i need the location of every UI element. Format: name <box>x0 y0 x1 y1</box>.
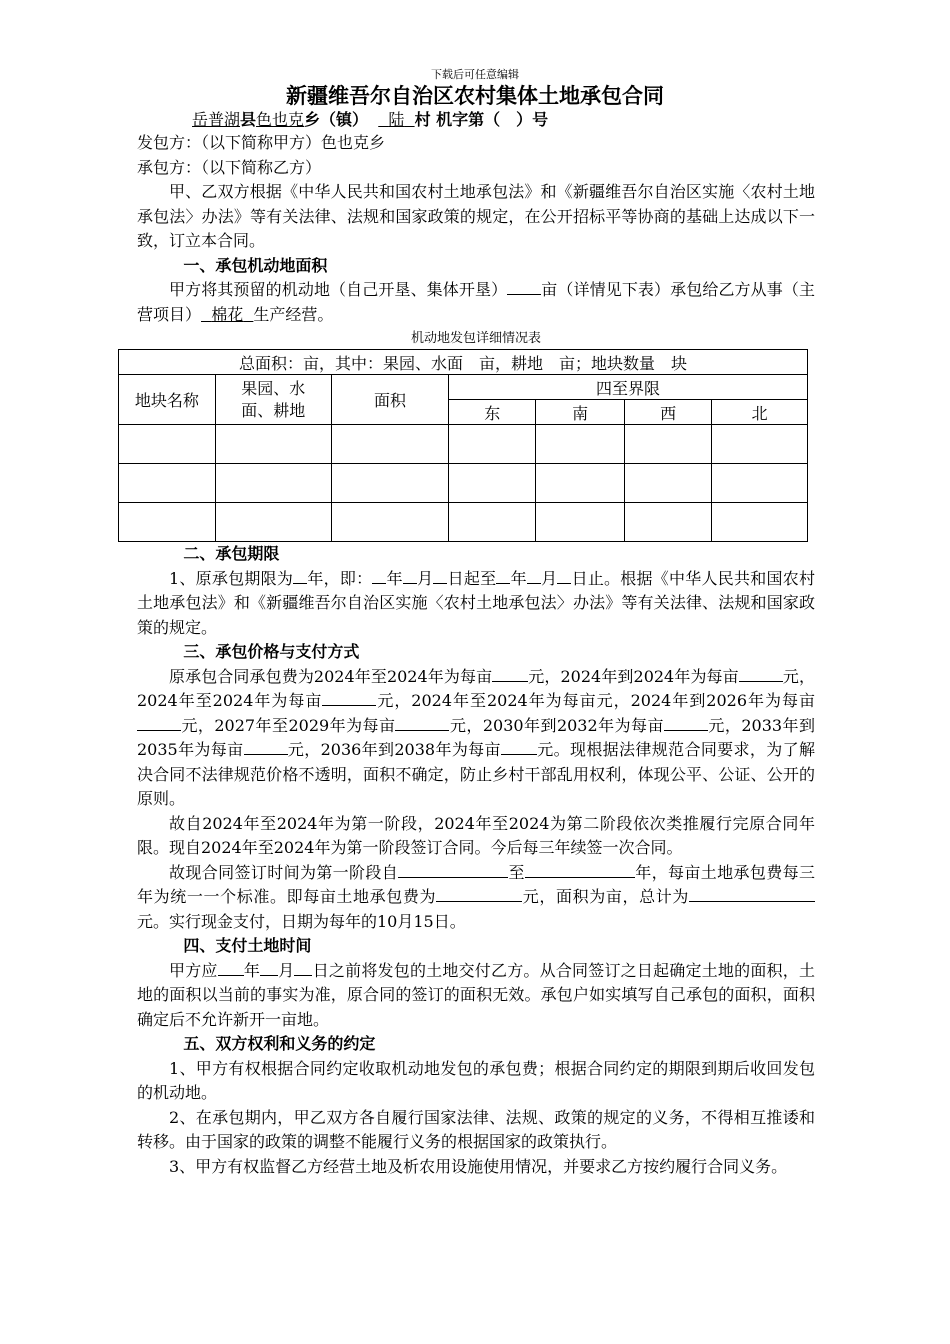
col-north: 北 <box>712 400 808 425</box>
section-4-heading: 四、支付土地时间 <box>183 936 312 955</box>
col-plot-name: 地块名称 <box>119 375 216 425</box>
col-boundaries: 四至界限 <box>449 375 808 400</box>
section-3-paragraph-3: 故现合同签订时间为第一阶段自 至 年，每亩土地承包费每三年为统一一个标准。即每亩土地承包费为 元，面积为亩，总计为元。实行现金支付，日期为每年的10月15日。 <box>137 862 815 931</box>
col-land-type: 果园、水 面、耕地 <box>215 375 331 425</box>
header-note: 下载后可任意编辑 <box>431 68 519 81</box>
section-5-paragraph-2: 2、在承包期内，甲乙双方各自履行国家法律、法规、政策的规定的义务，不得相互推诿和转移。由于国家的政策的调整不能履行义务的根据国家的政策执行。 <box>137 1107 815 1151</box>
section-2-paragraph: 1、原承包期限为 年，即： 年 月 日起至 年 月 日止。根据《中华人民共和国农村土地承包法》和《新疆维吾尔自治区实施〈农村土地承包法〉办法》等有关法律、法规和国家政策的规定。 <box>137 568 815 637</box>
table-row <box>119 464 808 503</box>
section-3-heading: 三、承包价格与支付方式 <box>183 642 360 661</box>
area-blank <box>507 278 541 295</box>
col-area: 面积 <box>331 375 448 425</box>
crop-name: 棉花 <box>211 304 244 324</box>
table-row <box>119 503 808 542</box>
table-caption: 机动地发包详细情况表 <box>410 331 541 346</box>
county-suffix: 县 <box>240 110 257 129</box>
intro-paragraph: 甲、乙双方根据《中华人民共和国农村土地承包法》和《新疆维吾尔自治区实施〈农村土地承包法〉办法》等有关法律、法规和国家政策的规定，在公开招标平等协商的基础上达成以下一致，订立本合同。 <box>137 182 815 250</box>
village-name: 陆 <box>388 110 405 129</box>
document-subtitle <box>192 107 548 130</box>
section-1-paragraph: 甲方将其预留的机动地（自己开垦、集体开垦） 亩（详情见下表）承包给乙方从事（主营项目） 棉花 生产经营。 <box>137 280 815 324</box>
issuer-line: 发包方：（以下简称甲方）色也克乡 <box>137 133 386 152</box>
table-total-row: 总面积：亩，其中：果园、水面 亩，耕地 亩；地块数量 块 <box>119 350 808 375</box>
section-5-paragraph-1: 1、甲方有权根据合同约定收取机动地发包的承包费；根据合同约定的期限到期后收回发包的机动地。 <box>137 1058 815 1102</box>
document-title: 新疆维吾尔自治区农村集体土地承包合同 <box>286 84 664 108</box>
col-west: 西 <box>624 400 711 425</box>
section-3-paragraph-1: 原承包合同承包费为2024年至2024年为每亩 元，2024年到2024年为每亩 元，2024年至2024年为每亩 元，2024年至2024年为每亩元，2024年到2026年为每亩元，2027年至2029年为每亩 元，2030年到2032年为每亩 元，2033年到2035年为每亩 元，2036年到2038年为每亩 元。现根据法律规范合同要求，为了解决合同不法律规范价格不透明，面积不确定，防止乡村干部乱用权利，体现公平、公证、公开的原则。 <box>137 666 815 808</box>
contract-body <box>134 131 815 1179</box>
section-4-paragraph: 甲方应 年 月 日之前将发包的土地交付乙方。从合同签订之日起确定土地的面积，土地的面积以当前的事实为准，原合同的签订的面积无效。承包户如实填写自己承包的面积，面积确定后不允许新开一亩地。 <box>137 960 815 1029</box>
section-1-heading: 一、承包机动地面积 <box>183 255 328 275</box>
township-name: 色也克 <box>256 110 305 129</box>
section-5-paragraph-3: 3、甲方有权监督乙方经营土地及析农用设施使用情况，并要求乙方按约履行合同义务。 <box>169 1156 788 1176</box>
township-suffix: 乡（镇） <box>304 110 369 129</box>
section-3-paragraph-2: 故自2024年至2024年为第一阶段，2024年至2024为第二阶段依次类推履行完原合同年限。现自2024年至2024年为第一阶段签订合同。今后每三年续签一次合同。 <box>137 813 815 857</box>
contractor-line: 承包方：（以下简称乙方） <box>137 157 322 177</box>
col-east: 东 <box>449 400 536 425</box>
section-5-heading: 五、双方权利和义务的约定 <box>183 1034 376 1053</box>
county-name: 岳普湖 <box>192 110 241 129</box>
col-south: 南 <box>536 400 624 425</box>
table-row <box>119 425 808 464</box>
section-2-heading: 二、承包期限 <box>183 544 280 563</box>
plot-details-table <box>118 349 808 542</box>
village-suffix: 村 机字第（ ）号 <box>414 110 549 129</box>
